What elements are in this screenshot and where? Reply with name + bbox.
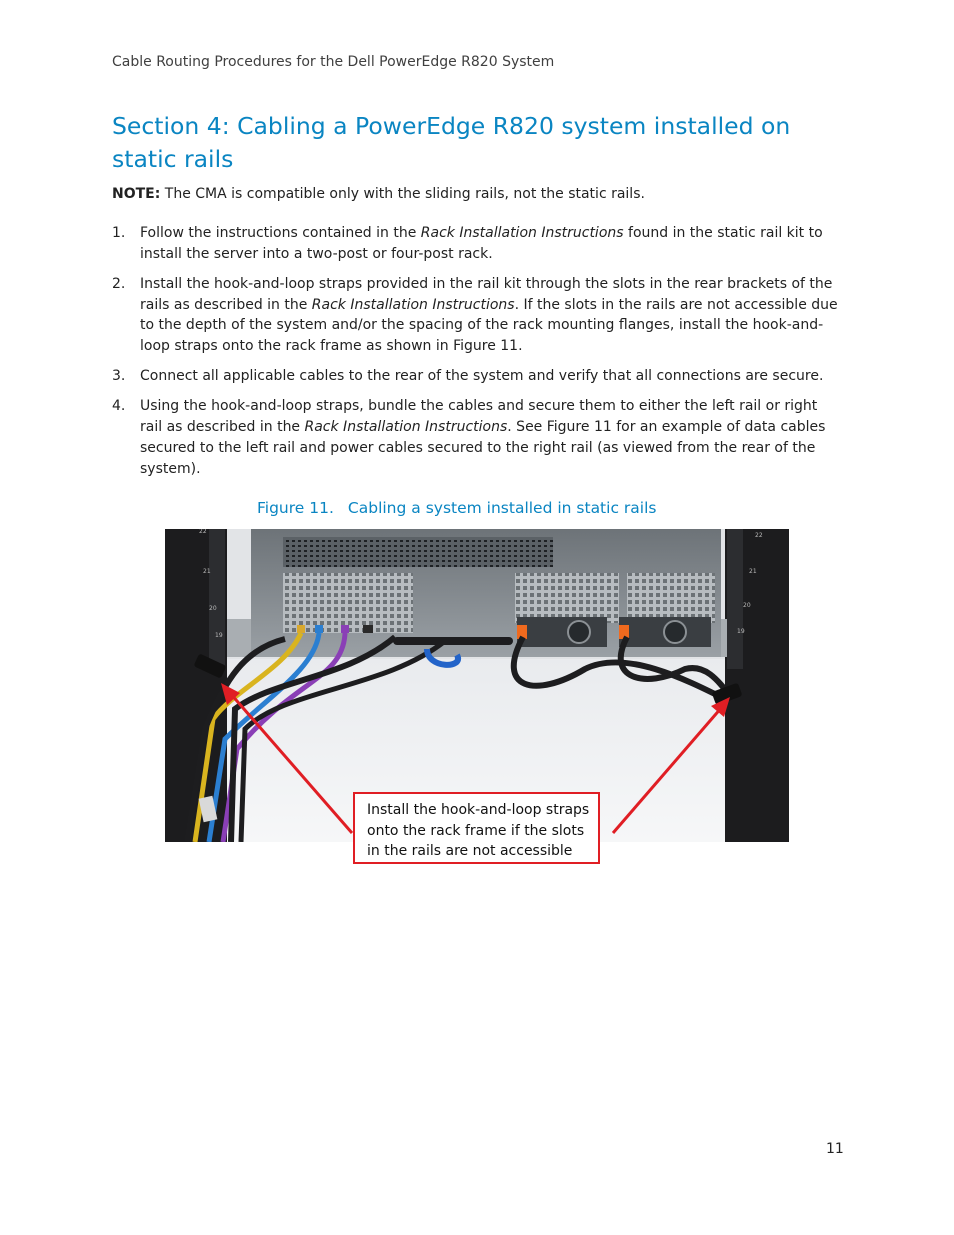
rack-unit-label: 20: [743, 602, 751, 609]
step-text: . See Figure 11 for an example of data cables secured to the left rail and power cables secured to the right rail (as viewed from the rear of the system).: [140, 419, 826, 477]
callout-box: Install the hook-and-loop straps onto the rack frame if the slots in the rails are not accessible: [353, 792, 600, 864]
list-item: [112, 396, 842, 479]
list-item: [112, 366, 842, 387]
step-number: 4.: [112, 398, 126, 415]
step-number: 1.: [112, 225, 126, 241]
step-number: 2.: [112, 275, 126, 292]
step-number: 3.: [112, 368, 126, 385]
rack-unit-label: 20: [209, 605, 217, 612]
step-text: Follow the instructions contained in the: [140, 225, 421, 241]
note: [112, 186, 645, 202]
step-text: Connect all applicable cables to the rear of the system and verify that all connections are secure.: [140, 368, 824, 385]
rack-unit-label: 19: [215, 632, 223, 639]
step-text: . If the slots in the rails are not accessible due to the depth of the system and/or the spacing of the rack mounting flanges, install the hook-and-loop straps onto the rack frame as shown in Figure 11.: [140, 296, 838, 355]
page-number: 11: [826, 1141, 844, 1157]
instruction-list: [112, 223, 842, 489]
note-text: The CMA is compatible only with the sliding rails, not the static rails.: [160, 186, 645, 202]
figure-caption-text: Cabling a system installed in static rails: [347, 499, 657, 517]
note-label: NOTE:: [112, 186, 161, 202]
step-text: found in the static rail kit to install the server into a two-post or four-post rack.: [140, 225, 823, 262]
list-item: [112, 223, 842, 264]
step-text: Install the hook-and-loop straps provided in the rail kit through the slots in the rear brackets of the rails as described in the: [140, 275, 833, 313]
rack-unit-label: 22: [755, 532, 763, 539]
rack-unit-label: 22: [199, 529, 207, 535]
figure-caption: [257, 499, 656, 517]
figure-label: Figure 11.: [257, 499, 334, 517]
rack-unit-label: 21: [749, 568, 757, 575]
rack-unit-label: 21: [203, 568, 211, 575]
doc-reference: Rack Installation Instructions: [420, 225, 624, 241]
list-item: [112, 274, 842, 357]
doc-reference: Rack Installation Instructions: [304, 419, 508, 436]
rack-unit-label: 19: [737, 628, 745, 635]
step-text: Using the hook-and-loop straps, bundle the cables and secure them to either the left rail or right rail as described in the: [140, 398, 818, 436]
section-title: Section 4: Cabling a PowerEdge R820 system installed on static rails: [112, 112, 791, 173]
doc-reference: Rack Installation Instructions: [311, 296, 515, 313]
running-header: Cable Routing Procedures for the Dell PowerEdge R820 System: [112, 54, 555, 70]
